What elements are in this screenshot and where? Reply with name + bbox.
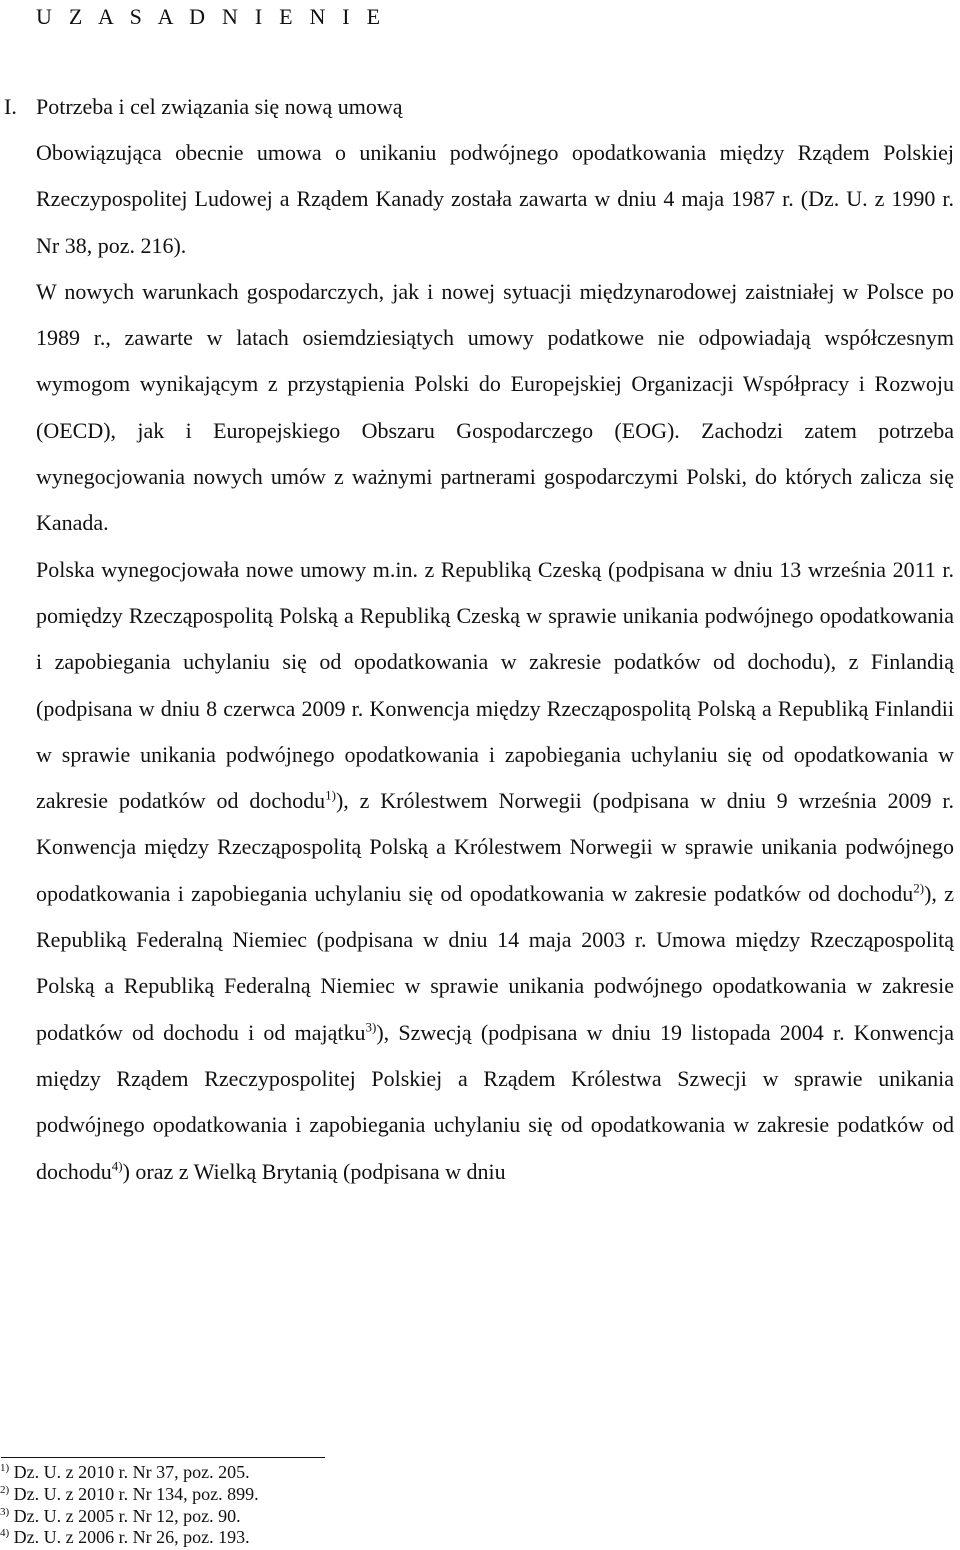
paragraph-2: W nowych warunkach gospodarczych, jak i nowej sytuacji międzynarodowej zaistniałej w Polsce po 1989 r., zawarte w latach osiemdziesiątych umowy podatkowe nie odpowiadają współczesnym wymogom wynikającym z przystąpienia Polski do Europejskiej Organizacji Współpracy i Rozwoju (OECD), jak i Europejskiego Obszaru Gospodarczego (EOG). Zachodzi zatem potrzeba wynegocjowania nowych umów z ważnymi partnerami gospodarczymi Polski, do których zalicza się Kanada. (36, 278, 954, 536)
footnote-ref-1: 1) (325, 787, 336, 803)
section-number: I. (4, 94, 17, 119)
footnote-text: Dz. U. z 2006 r. Nr 26, poz. 193. (13, 1527, 250, 1547)
paragraph-3-part-c: ), z Republiką Federalną Niemiec (podpisana w dniu 14 maja 2003 r. Umowa między Rzecząpospolitą Polską a Republiką Federalną Niemiec w sprawie unikania podwójnego opodatkowania w zakresie podatków od dochodu i od majątku (36, 880, 955, 1045)
paragraph-1: Obowiązująca obecnie umowa o unikaniu podwójnego opodatkowania między Rządem Polskiej Rzeczypospolitej Ludowej a Rządem Kanady została zawarta w dniu 4 maja 1987 r. (Dz. U. z 1990 r. Nr 38, poz. 216). (36, 140, 954, 258)
footnote-text: Dz. U. z 2010 r. Nr 134, poz. 899. (13, 1484, 259, 1504)
footnote-mark: 2) (0, 1484, 10, 1496)
footnote-ref-4: 4) (111, 1158, 123, 1174)
document-title: U Z A S A D N I E N I E (36, 4, 386, 29)
document-page (4, 0, 955, 1195)
paragraph-3-part-d: ), Szwecją (podpisana w dniu 19 listopada 2004 r. Konwencja między Rządem Rzeczypospolitej Polskiej a Rządem Królestwa Szwecji w sprawie unikania podwójnego opodatkowania i zapobiegania uchylaniu się od opodatkowania w zakresie podatków od dochodu (36, 1019, 954, 1184)
paragraph-3 (36, 547, 954, 1195)
paragraph-3-part-e: ) oraz z Wielką Brytanią (podpisana w dniu (122, 1158, 506, 1184)
footnote-mark: 4) (0, 1527, 10, 1539)
footnote-2 (0, 1484, 259, 1504)
footnote-text: Dz. U. z 2010 r. Nr 37, poz. 205. (13, 1462, 250, 1482)
footnote-ref-3: 3) (365, 1019, 377, 1035)
footnote-separator (1, 1457, 325, 1458)
paragraph-3-part-a: Polska wynegocjowała nowe umowy m.in. z Republiką Czeską (podpisana w dniu 13 września 2011 r. pomiędzy Rzecząpospolitą Polską a Republiką Czeską w sprawie unikania podwójnego opodatkowania i zapobiegania uchylaniu się od opodatkowania w zakresie podatków od dochodu), z Finlandią (podpisana w dniu 8 czerwca 2009 r. Konwencja między Rzecząpospolitą Polską a Republiką Finlandii w sprawie unikania podwójnego opodatkowania i zapobiegania uchylaniu się od opodatkowania w zakresie podatków od dochodu (36, 556, 954, 814)
footnote-mark: 1) (0, 1462, 10, 1474)
footnote-3 (0, 1506, 241, 1526)
footnote-text: Dz. U. z 2005 r. Nr 12, poz. 90. (13, 1506, 241, 1526)
section-heading-text: Potrzeba i cel związania się nową umową (36, 94, 403, 119)
footnote-ref-2: 2) (913, 880, 925, 896)
footnote-1 (0, 1462, 250, 1482)
paragraph-3-part-b: ), z Królestwem Norwegii (podpisana w dniu 9 września 2009 r. Konwencja między Rzecząpospolitą Polską a Królestwem Norwegii w sprawie unikania podwójnego opodatkowania i zapobiegania uchylaniu się od opodatkowania w zakresie podatków od dochodu (36, 788, 954, 906)
section-heading (0, 84, 954, 130)
footnote-4 (0, 1527, 250, 1547)
footnote-mark: 3) (0, 1506, 10, 1518)
